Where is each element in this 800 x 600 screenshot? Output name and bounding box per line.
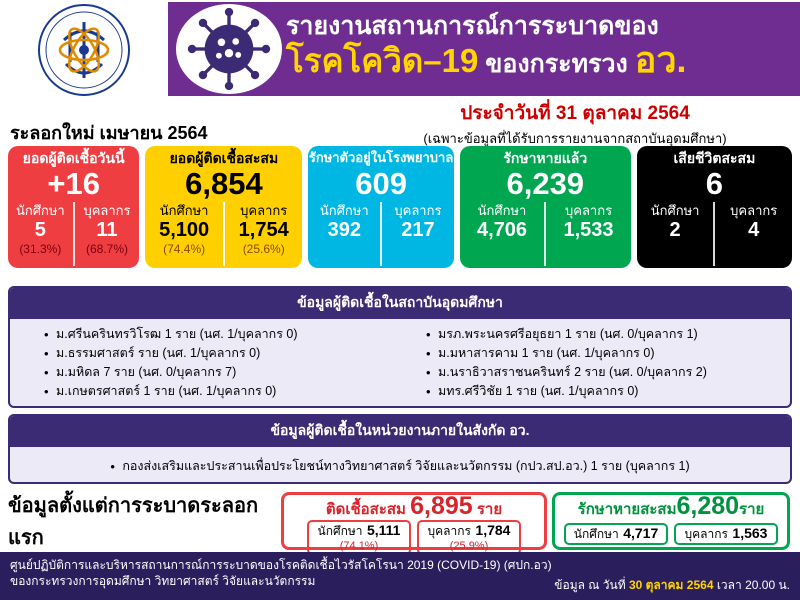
list-item: • ม.มหาสารคาม 1 ราย (นศ. 1/บุคลากร 0) (426, 344, 782, 363)
cumulative-infected-box (281, 492, 547, 550)
card-in-hospital (308, 146, 453, 268)
list-item: • ม.ธรรมศาสตร์ ราย (นศ. 1/บุคลากร 0) (44, 344, 400, 363)
card-staff-value: 217 (401, 219, 435, 241)
cumulative-recovered-box (552, 492, 790, 550)
card-student-label: นักศึกษา (477, 203, 527, 218)
card-student-group (637, 200, 714, 268)
report-date-block (360, 98, 790, 149)
card-staff-label: บุคลากร (240, 203, 288, 218)
chip-value: 1,563 (732, 525, 768, 541)
panel-agencies (8, 414, 792, 484)
card-staff-label: บุคลากร (565, 203, 613, 218)
cumulative-infected-number: 6,895 (410, 492, 473, 520)
card-staff-value: 4 (748, 219, 760, 241)
header-title-line1: รายงานสถานการณ์การระบาดของ (286, 12, 659, 40)
cumulative-recovered-staff-chip (674, 523, 778, 545)
list-item: • กองส่งเสริมและประสานเพื่อประโยชน์ทางวิทยาศาสตร์ วิจัยและนวัตกรรม (กปว.สป.อว.) 1 ราย (บุคลากร 1) (110, 457, 689, 476)
header-title-ministry: ของกระทรวง (478, 50, 635, 78)
card-staff-label: บุคลากร (83, 203, 131, 218)
chip-pct: (74.1%) (339, 540, 379, 552)
card-student-value: 4,706 (476, 219, 528, 241)
card-staff-pct: (68.7%) (85, 242, 128, 256)
footer-line1: ศูนย์ปฏิบัติการและบริหารสถานการณ์การระบาดของโรคติดเชื้อไวรัสโคโรนา 2019 (COVID-19) (ศปก.อว) (10, 558, 552, 572)
card-today-cases (8, 146, 139, 268)
card-staff-value: 1,533 (563, 219, 614, 241)
card-value: +16 (47, 166, 100, 201)
cumulative-infected-student-chip (307, 520, 411, 555)
cumulative-recovered-title (577, 492, 765, 520)
card-staff-label: บุคลากร (730, 203, 778, 218)
chip-value: 1,784 (475, 522, 511, 538)
card-staff-value: 1,754 (238, 219, 289, 241)
card-student-label: นักศึกษา (159, 203, 209, 218)
header-title-disease: โรคโควิด–19 (286, 42, 479, 79)
cumulative-recovered-number: 6,280 (676, 492, 740, 520)
card-student-pct: (74.4%) (163, 242, 206, 256)
card-deaths (637, 146, 792, 268)
footer-data-timestamp (554, 576, 790, 595)
card-staff-label: บุคลากร (394, 203, 442, 218)
list-item: • มทร.ศรีวิชัย 1 ราย (นศ. 1/บุคลากร 0) (426, 382, 782, 401)
coronavirus-icon (176, 4, 282, 94)
card-student-pct: (31.3%) (19, 242, 62, 256)
card-title: เสียชีวิตสะสม (673, 150, 756, 166)
card-student-group (460, 200, 545, 268)
header-title-line2 (286, 41, 687, 87)
stat-cards (8, 146, 792, 268)
cumulative-row (8, 492, 792, 550)
list-item: • มรภ.พระนครศรีอยุธยา 1 ราย (นศ. 0/บุคลากร 1) (426, 325, 782, 344)
list-item: • ม.เกษตรศาสตร์ 1 ราย (นศ. 1/บุคลากร 0) (44, 382, 400, 401)
cumulative-left-label: ข้อมูลตั้งแต่การระบาดระลอกแรก (8, 495, 259, 549)
panel-universities (8, 286, 792, 408)
chip-value: 4,717 (623, 525, 659, 541)
card-student-group (145, 200, 223, 268)
card-staff-group (382, 200, 454, 268)
chip-pct: (25.9%) (449, 540, 489, 552)
card-title: ยอดผู้ติดเชื้อวันนี้ (22, 150, 125, 166)
cumulative-infected-staff-chip (417, 520, 521, 555)
footer-data-date: 30 ตุลาคม 2564 (628, 578, 714, 592)
chip-label: บุคลากร (427, 524, 471, 538)
chip-value: 5,111 (366, 522, 401, 538)
cumulative-recovered-student-chip (564, 523, 668, 545)
footer-data-time: เวลา 20.00 น. (713, 578, 790, 592)
card-student-value: 5,100 (159, 219, 210, 241)
cumulative-infected-title (325, 492, 503, 520)
header-title-abbrev: อว. (634, 39, 687, 80)
footer-org (10, 557, 552, 589)
card-title: รักษาหายแล้ว (503, 150, 588, 166)
cumulative-recovered-suffix: ราย (739, 501, 765, 518)
panel-universities-title: ข้อมูลผู้ติดเชื้อในสถาบันอุดมศึกษา (10, 288, 790, 319)
card-value: 609 (355, 166, 407, 201)
card-student-label: นักศึกษา (319, 203, 369, 218)
report-date-note: (เฉพาะข้อมูลที่ได้รับการรายงานจากสถาบันอุดมศึกษา) (423, 131, 727, 146)
card-student-label: นักศึกษา (15, 203, 65, 218)
card-student-value: 2 (669, 219, 681, 241)
card-staff-group (75, 200, 140, 268)
card-student-value: 392 (327, 219, 361, 241)
card-value: 6,239 (506, 166, 585, 201)
card-value: 6,854 (185, 166, 263, 201)
card-recovered (460, 146, 631, 268)
panel-agencies-title: ข้อมูลผู้ติดเชื้อในหน่วยงานภายในสังกัด อว. (10, 416, 790, 447)
footer-data-prefix: ข้อมูล ณ วันที่ (554, 578, 629, 592)
cumulative-recovered-prefix: รักษาหายสะสม (577, 501, 677, 518)
card-staff-group (715, 200, 792, 268)
card-value: 6 (705, 166, 724, 201)
card-student-label: นักศึกษา (650, 203, 700, 218)
card-staff-value: 11 (96, 219, 118, 241)
card-student-group (8, 200, 73, 268)
chip-label: นักศึกษา (573, 527, 619, 541)
panel-universities-right-column (400, 325, 782, 401)
header (0, 0, 800, 98)
list-item: • ม.นราธิวาสราชนครินทร์ 2 ราย (นศ. 0/บุคลากร 2) (426, 363, 782, 382)
card-staff-pct: (25.6%) (242, 242, 285, 256)
panel-universities-left-column (18, 325, 400, 401)
card-title: ยอดผู้ติดเชื้อสะสม (169, 150, 279, 166)
card-student-group (308, 200, 380, 268)
cumulative-infected-prefix: ติดเชื้อสะสม (325, 501, 411, 518)
footer-line2: ของกระทรวงการอุดมศึกษา วิทยาศาสตร์ วิจัยและนวัตกรรม (10, 574, 316, 588)
list-item: • ม.ศรีนครินทรวิโรฒ 1 ราย (นศ. 1/บุคลากร 0) (44, 325, 400, 344)
cumulative-infected-suffix: ราย (472, 501, 503, 518)
chip-label: นักศึกษา (317, 524, 363, 538)
card-cumulative-cases (145, 146, 302, 268)
report-date: ประจำวันที่ 31 ตุลาคม 2564 (460, 103, 690, 124)
footer (0, 552, 800, 600)
wave-label: ระลอกใหม่ เมษายน 2564 (10, 123, 208, 143)
chip-label: บุคลากร (684, 527, 728, 541)
subheader (0, 98, 800, 146)
card-staff-group (546, 200, 631, 268)
card-staff-group (225, 200, 303, 268)
ministry-seal-logo (20, 2, 148, 98)
card-title: รักษาตัวอยู่ในโรงพยาบาล (308, 150, 454, 165)
panel-agencies-list (18, 457, 782, 476)
list-item: • ม.มหิดล 7 ราย (นศ. 0/บุคลากร 7) (44, 363, 400, 382)
card-student-value: 5 (34, 219, 46, 241)
